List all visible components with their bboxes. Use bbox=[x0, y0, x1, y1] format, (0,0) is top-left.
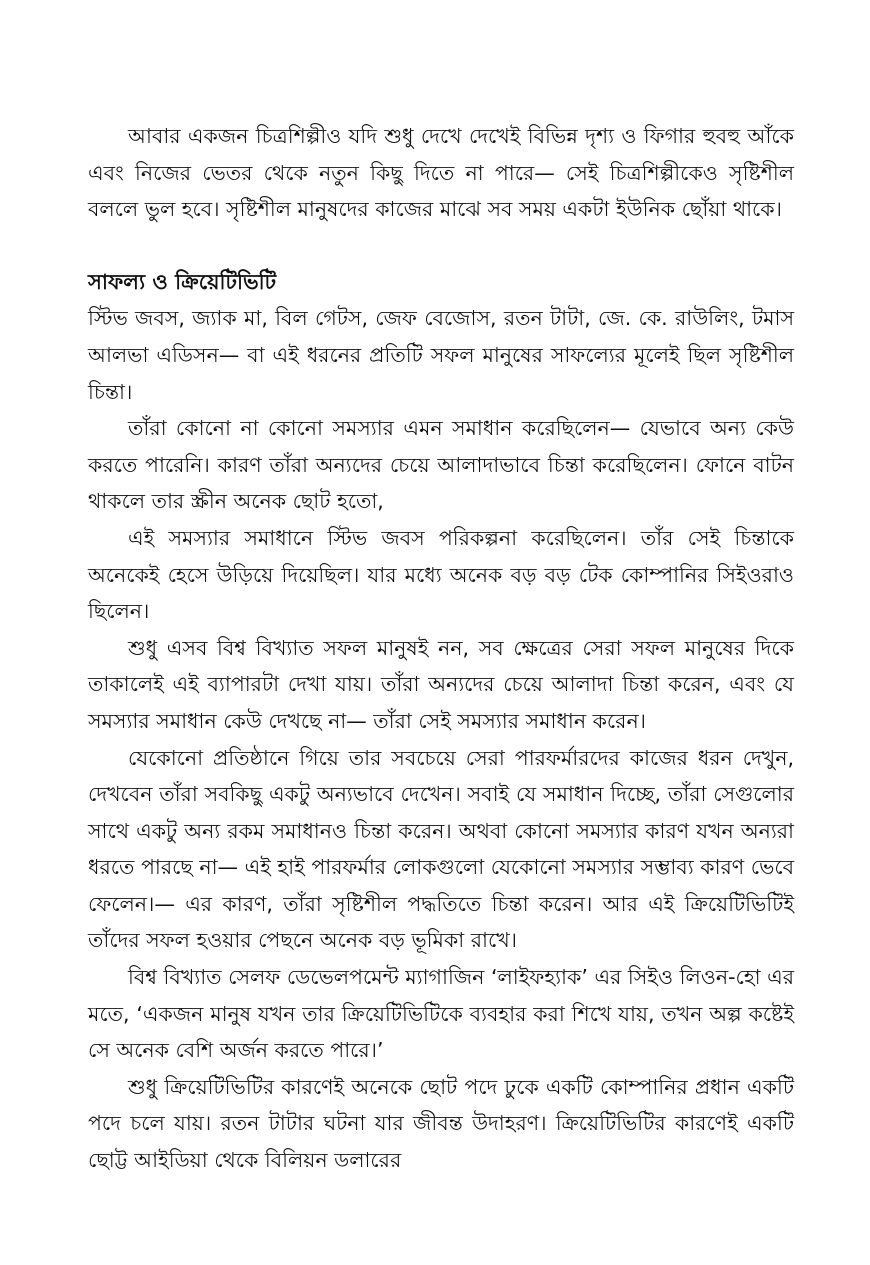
body-paragraph-2: তাঁরা কোনো না কোনো সমস্যার এমন সমাধান করেছিলেন— যেভাবে অন্য কেউ করতে পারেনি। কারণ তাঁরা অন্যদের চেয়ে আলাদাভাবে চিন্তা করেছিলেন। ফোনে বাটন থাকলে তার স্ক্রীন অনেক ছোট হতো, bbox=[88, 416, 794, 514]
body-paragraph-6: বিশ্ব বিখ্যাত সেলফ ডেভেলপমেন্ট ম্যাগাজিন ‘লাইফহ্যাক’ এর সিইও লিওন-হো এর মতে, ‘একজন মানুষ যখন তার ক্রিয়েটিভিটিকে ব্যবহার করা শিখে যায়, তখন অল্প কষ্টেই সে অনেক বেশি অর্জন করতে পারে।’ bbox=[88, 965, 794, 1063]
body-paragraph-3: এই সমস্যার সমাধানে স্টিভ জবস পরিকল্পনা করেছিলেন। তাঁর সেই চিন্তাকে অনেকেই হেসে উড়িয়ে দিয়েছিল। যার মধ্যে অনেক বড় বড় টেক কোম্পানির সিইওরাও ছিলেন। bbox=[88, 525, 794, 624]
body-paragraph-1: স্টিভ জবস, জ্যাক মা, বিল গেটস, জেফ বেজোস, রতন টাটা, জে. কে. রাউলিং, টমাস আলভা এডিসন— বা এই ধরনের প্রতিটি সফল মানুষের সাফল্যের মূলেই ছিল সৃষ্টিশীল চিন্তা। bbox=[88, 306, 794, 404]
body-paragraph-7: শুধু ক্রিয়েটিভিটির কারণেই অনেকে ছোট পদে ঢুকে একটি কোম্পানির প্রধান একটি পদে চলে যায়। রতন টাটার ঘটনা যার জীবন্ত উদাহরণ। ক্রিয়েটিভিটির কারণেই একটি ছোট্ট আইডিয়া থেকে বিলিয়ন ডলারের bbox=[88, 1074, 794, 1173]
body-paragraph-4: শুধু এসব বিশ্ব বিখ্যাত সফল মানুষই নন, সব ক্ষেত্রের সেরা সফল মানুষের দিকে তাকালেই এই ব্যাপারটা দেখা যায়। তাঁরা অন্যদের চেয়ে আলাদা চিন্তা করেন, এবং যে সমস্যার সমাধান কেউ দেখছে না— তাঁরা সেই সমস্যার সমাধান করেন। bbox=[88, 635, 794, 733]
section-heading: সাফল্য ও ক্রিয়েটিভিটি bbox=[88, 269, 277, 294]
intro-paragraph: আবার একজন চিত্রশিল্পীও যদি শুধু দেখে দেখেই বিভিন্ন দৃশ্য ও ফিগার হুবহু আঁকে এবং নিজের ভেতর থেকে নতুন কিছু দিতে না পারে— সেই চিত্রশিল্পীকেও সৃষ্টিশীল বললে ভুল হবে। সৃষ্টিশীল মানুষদের কাজের মাঝে সব সময় একটা ইউনিক ছোঁয়া থাকে। bbox=[88, 124, 794, 222]
body-paragraph-5: যেকোনো প্রতিষ্ঠানে গিয়ে তার সবচেয়ে সেরা পারফর্মারদের কাজের ধরন দেখুন, দেখবেন তাঁরা সবকিছু একটু অন্যভাবে দেখেন। সবাই যে সমাধান দিচ্ছে, তাঁরা সেগুলোর সাথে একটু অন্য রকম সমাধানও চিন্তা করেন। অথবা কোনো সমস্যার কারণ যখন অন্যরা ধরতে পারছে না— এই হাই পারফর্মার লোকগুলো যেকোনো সমস্যার সম্ভাব্য কারণ ভেবে ফেলেন।— এর কারণ, তাঁরা সৃষ্টিশীল পদ্ধতিতে চিন্তা করেন। আর এই ক্রিয়েটিভিটিই তাঁদের সফল হওয়ার পেছনে অনেক বড় ভূমিকা রাখে। bbox=[88, 745, 794, 953]
page-text bbox=[88, 118, 794, 1179]
